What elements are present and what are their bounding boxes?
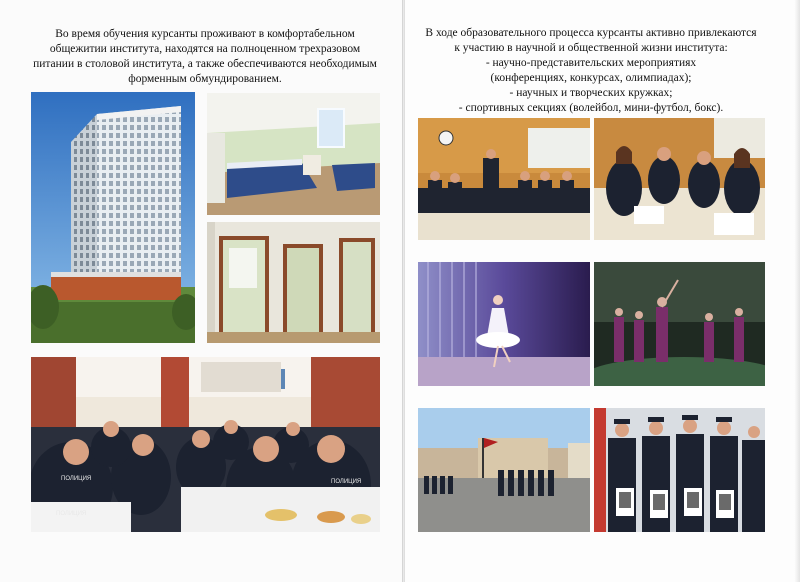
ballet-stage-photo [418,262,590,386]
cadets-with-portraits-photo [594,408,765,532]
right-paragraph-line: - научных и творческих кружках; [509,87,673,99]
uniform-inscription: ПОЛИЦИЯ [331,479,362,485]
left-paragraph [20,27,390,87]
conference-photo [418,118,590,240]
dance-performance-photo [594,262,765,386]
dormitory-building-photo [31,92,195,343]
dorm-hallway-photo [207,222,380,343]
left-paragraph-line: Во время обучения курсанты проживают в комфортабельном [55,28,355,40]
left-paragraph-line: форменным обмундированием. [128,73,282,85]
page-edge [794,0,800,582]
right-paragraph-line: - спортивных секциях (волейбол, мини-футбол, бокс). [458,102,724,114]
dining-hall-photo [31,357,380,532]
page-fold [402,0,405,582]
right-paragraph [418,26,764,116]
dorm-room-photo [207,93,380,215]
left-paragraph-line: общежитии института, находятся на полноценном трехразовом [49,43,361,55]
right-paragraph-line: (конференциях, конкурсах, олимпиадах); [490,72,692,84]
parade-photo [418,408,590,532]
right-paragraph-line: к участию в научной и общественной жизни института: [454,42,728,54]
uniform-inscription: ПОЛИЦИЯ [61,476,92,482]
right-paragraph-line: - научно-представительских мероприятиях [485,57,697,69]
left-paragraph-line: питании в столовой института, а также обеспечиваются необходимым [33,58,377,70]
seminar-photo [594,118,765,240]
uniform-inscription: ПОЛИЦИЯ [56,511,87,517]
right-paragraph-line: В ходе образовательного процесса курсанты активно привлекаются [425,27,757,39]
